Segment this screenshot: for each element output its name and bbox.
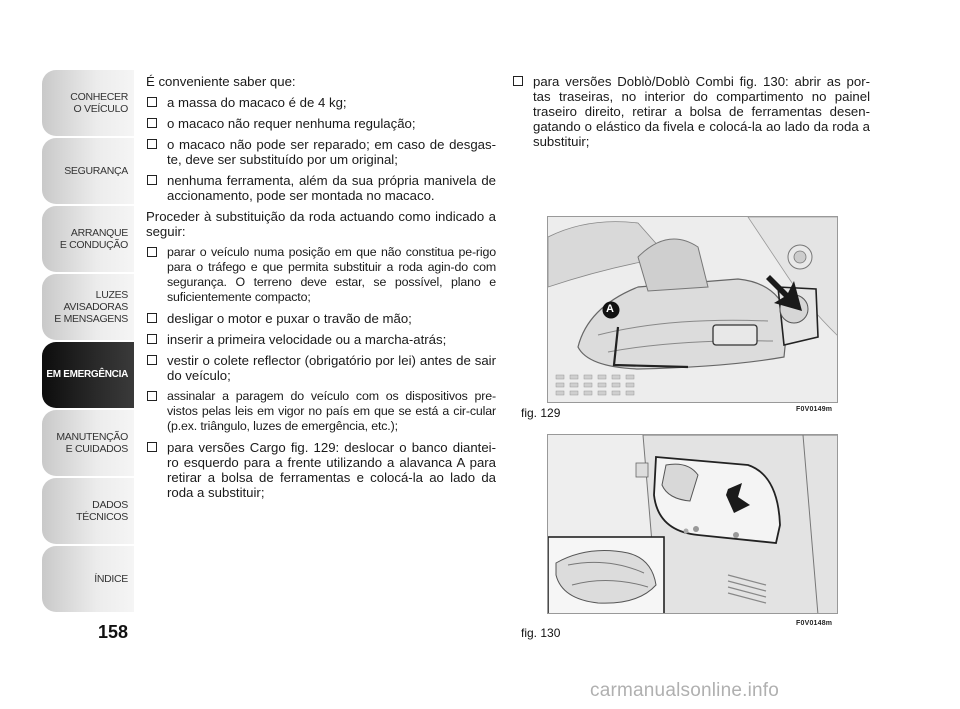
figure-129-code: F0V0149m [796,406,833,413]
watermark: carmanualsonline.info [590,680,780,701]
checkbox-bullet-icon [513,76,523,86]
list-item: assinalar a paragem do veículo com os dispositivos pre-vistos pelas leis em vigor no país em que se está a cir-cular (p.ex. triângulo, luzes de emergência, etc.); [146,389,496,434]
checkbox-bullet-icon [147,247,157,257]
list-item: parar o veículo numa posição em que não constitua pe-rigo para o tráfego e que permita substituir a roda agin-do com segurança. O terreno deve estar, se possível, plano e suficientemente compacto; [146,245,496,305]
list-item: para versões Doblò/Doblò Combi fig. 130: abrir as por-tas traseiras, no interior do compartimento no painel traseiro direito, retirar a bolsa de ferramentas desen-gatando o elástico da fivela e colocá-la ao lado da roda a substituir; [512,74,870,149]
tab-arranque-e-conducao[interactable]: ARRANQUE E CONDUÇÃO [42,206,134,272]
figure-130-rear-panel [547,434,838,614]
figure-129-caption: fig. 129 [521,406,561,420]
left-column [146,74,496,506]
checkbox-bullet-icon [147,175,157,185]
list-item: vestir o colete reflector (obrigatório por lei) antes de sair do veículo; [146,353,496,383]
tab-indice[interactable]: ÍNDICE [42,546,134,612]
list-item: inserir a primeira velocidade ou a marcha-atrás; [146,332,496,347]
page-number: 158 [98,622,129,642]
intro-text: É conveniente saber que: [146,74,296,89]
checkbox-bullet-icon [147,442,157,452]
right-column [512,74,870,155]
checkbox-bullet-icon [147,118,157,128]
checkbox-bullet-icon [147,97,157,107]
tab-manutencao-e-cuidados[interactable]: MANUTENÇÃO E CUIDADOS [42,410,134,476]
checkbox-bullet-icon [147,139,157,149]
tab-em-emergencia[interactable]: EM EMERGÊNCIA [42,342,134,408]
list-item: nenhuma ferramenta, além da sua própria manivela de accionamento, pode ser montada no macaco. [146,173,496,203]
figure-130-caption: fig. 130 [521,626,561,640]
tab-seguranca[interactable]: SEGURANÇA [42,138,134,204]
list-item: o macaco não pode ser reparado; em caso de desgas-te, deve ser substituído por um original; [146,137,496,167]
callout-label-a: A [606,303,614,315]
list-item: a massa do macaco é de 4 kg; [146,95,496,110]
checkbox-bullet-icon [147,313,157,323]
procedure-intro: Proceder à substituição da roda actuando como indicado a seguir: [146,209,496,239]
checkbox-bullet-icon [147,391,157,401]
tab-luzes-avisadoras[interactable]: LUZES AVISADORAS E MENSAGENS [42,274,134,340]
checkbox-bullet-icon [147,355,157,365]
tab-conhecer-o-veiculo[interactable]: CONHECER O VEÍCULO [42,70,134,136]
tab-dados-tecnicos[interactable]: DADOS TÉCNICOS [42,478,134,544]
figure-130-code: F0V0148m [796,620,833,627]
checkbox-bullet-icon [147,334,157,344]
section-tabs [42,70,134,614]
list-item: para versões Cargo fig. 129: deslocar o banco diantei-ro esquerdo para a frente utilizando a alavanca A para retirar a bolsa de ferramentas e colocá-la ao lado da roda a substituir; [146,440,496,500]
list-item: desligar o motor e puxar o travão de mão; [146,311,496,326]
list-item: o macaco não requer nenhuma regulação; [146,116,496,131]
figure-129-seat-lever [547,216,838,403]
